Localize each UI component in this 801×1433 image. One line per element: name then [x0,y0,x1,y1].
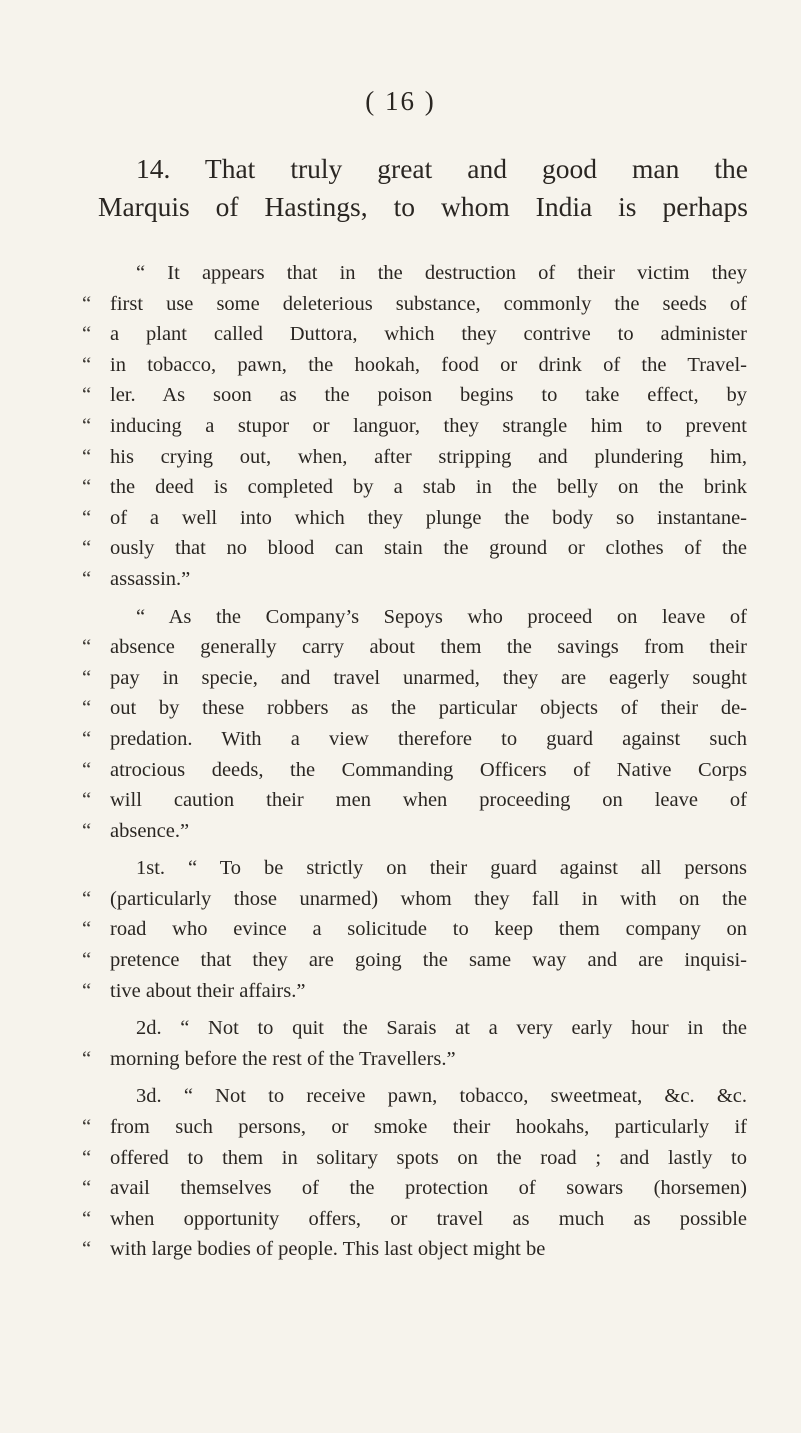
paragraph-gap [82,595,747,602]
text-line [82,785,747,816]
section-heading [98,150,748,226]
text-line [82,693,747,724]
text-line [82,1112,747,1143]
line-text: out by these robbers as the particular objects of their de- [110,697,747,720]
line-text: absence generally carry about them the savings from their [110,636,747,659]
text-line [82,350,747,381]
line-text: atrocious deeds, the Commanding Officers of Native Corps [110,758,747,781]
quote-mark: “ [82,384,92,407]
text-line [82,289,747,320]
quote-mark: “ [82,476,92,499]
line-text: road who evince a solicitude to keep them company on [110,918,747,941]
quote-mark: “ [82,727,92,750]
line-text: absence.” [110,819,190,842]
quote-mark: “ [82,445,92,468]
text-line [82,1234,747,1265]
paragraph-gap [82,846,747,853]
text-line [82,853,747,884]
text-line [82,564,747,595]
line-text: when opportunity offers, or travel as much as possible [110,1207,747,1230]
line-text: offered to them in solitary spots on the road ; and lastly to [110,1146,747,1169]
quote-mark: “ [82,414,92,437]
page-number: ( 16 ) [365,86,436,116]
quote-mark: “ [82,887,92,910]
line-text: ler. As soon as the poison begins to take effect, by [110,384,747,407]
paragraph [82,258,747,595]
quote-mark: “ [82,1177,92,1200]
quote-mark: “ [82,949,92,972]
quote-mark [82,602,110,633]
text-line [82,945,747,976]
quote-mark [82,853,110,884]
line-text: of a well into which they plunge the body so instantane- [110,506,747,529]
line-text: “ It appears that in the destruction of their victim they [136,262,747,284]
text-line [82,884,747,915]
text-line [82,442,747,473]
quote-mark: “ [82,506,92,529]
line-text: first use some deleterious substance, commonly the seeds of [110,292,747,315]
text-line [82,1081,747,1112]
line-text: from such persons, or smoke their hookahs, particularly if [110,1116,747,1139]
text-line [82,1173,747,1204]
text-line [82,319,747,350]
line-text: predation. With a view therefore to guard against such [110,727,747,750]
paragraph [82,853,747,1006]
paragraph [82,1013,747,1074]
line-text: his crying out, when, after stripping and plundering him, [110,445,747,468]
text-line [82,1044,747,1075]
line-text: will caution their men when proceeding on leave of [110,789,747,812]
quoted-text-body [82,258,747,1265]
text-line [82,1013,747,1044]
line-text: avail themselves of the protection of sowars (horsemen) [110,1177,747,1200]
line-text: inducing a stupor or languor, they strangle him to prevent [110,414,747,437]
quote-mark: “ [82,697,92,720]
text-line [82,976,747,1007]
paragraph [82,1081,747,1265]
text-line [82,755,747,786]
line-text: “ As the Company’s Sepoys who proceed on leave of [136,605,747,628]
quote-mark: “ [82,1116,92,1139]
text-line [82,602,747,633]
line-text: (particularly those unarmed) whom they fall in with on the [110,887,747,910]
paragraph-gap [82,1006,747,1013]
text-line [82,1143,747,1174]
text-line [82,258,747,289]
line-text: assassin.” [110,567,191,590]
text-line [82,411,747,442]
line-text: 1st. “ To be strictly on their guard against all persons [136,857,747,880]
quote-mark: “ [82,1238,92,1261]
text-line [82,724,747,755]
quote-mark: “ [82,1146,92,1169]
text-line [82,380,747,411]
quote-mark: “ [82,758,92,781]
line-text: pretence that they are going the same way and are inquisi- [110,949,747,972]
quote-mark: “ [82,1207,92,1230]
quote-mark: “ [82,918,92,941]
line-text: 2d. “ Not to quit the Sarais at a very early hour in the [136,1017,747,1040]
text-line [82,663,747,694]
quote-mark [82,1081,110,1112]
quote-mark: “ [82,353,92,376]
quote-mark: “ [82,323,92,346]
quote-mark: “ [82,636,92,659]
paragraph-gap [82,1074,747,1081]
text-line [82,816,747,847]
quote-mark [82,258,110,289]
paragraph [82,602,747,847]
line-text: morning before the rest of the Travellers.” [110,1047,456,1070]
text-line [82,632,747,663]
line-text: the deed is completed by a stab in the belly on the brink [110,476,747,499]
quote-mark: “ [82,666,92,689]
quote-mark: “ [82,1047,92,1070]
quote-mark [82,1013,110,1044]
line-text: in tobacco, pawn, the hookah, food or drink of the Travel- [110,353,747,376]
quote-mark: “ [82,292,92,315]
line-text: pay in specie, and travel unarmed, they are eagerly sought [110,666,747,689]
text-line [82,472,747,503]
text-line [82,914,747,945]
text-line [82,533,747,564]
text-line [82,1204,747,1235]
quote-mark: “ [82,789,92,812]
heading-line: 14. That truly great and good man the [136,153,748,184]
quote-mark: “ [82,567,92,590]
quote-mark: “ [82,819,92,842]
quote-mark: “ [82,537,92,560]
line-text: a plant called Duttora, which they contrive to administer [110,323,747,346]
line-text: 3d. “ Not to receive pawn, tobacco, sweetmeat, &c. &c. [136,1085,747,1108]
line-text: with large bodies of people. This last object might be [110,1238,546,1261]
line-text: tive about their affairs.” [110,979,306,1002]
text-line [82,503,747,534]
heading-line: Marquis of Hastings, to whom India is perhaps [98,191,748,222]
quote-mark: “ [82,979,92,1002]
line-text: ously that no blood can stain the ground or clothes of the [110,537,747,560]
